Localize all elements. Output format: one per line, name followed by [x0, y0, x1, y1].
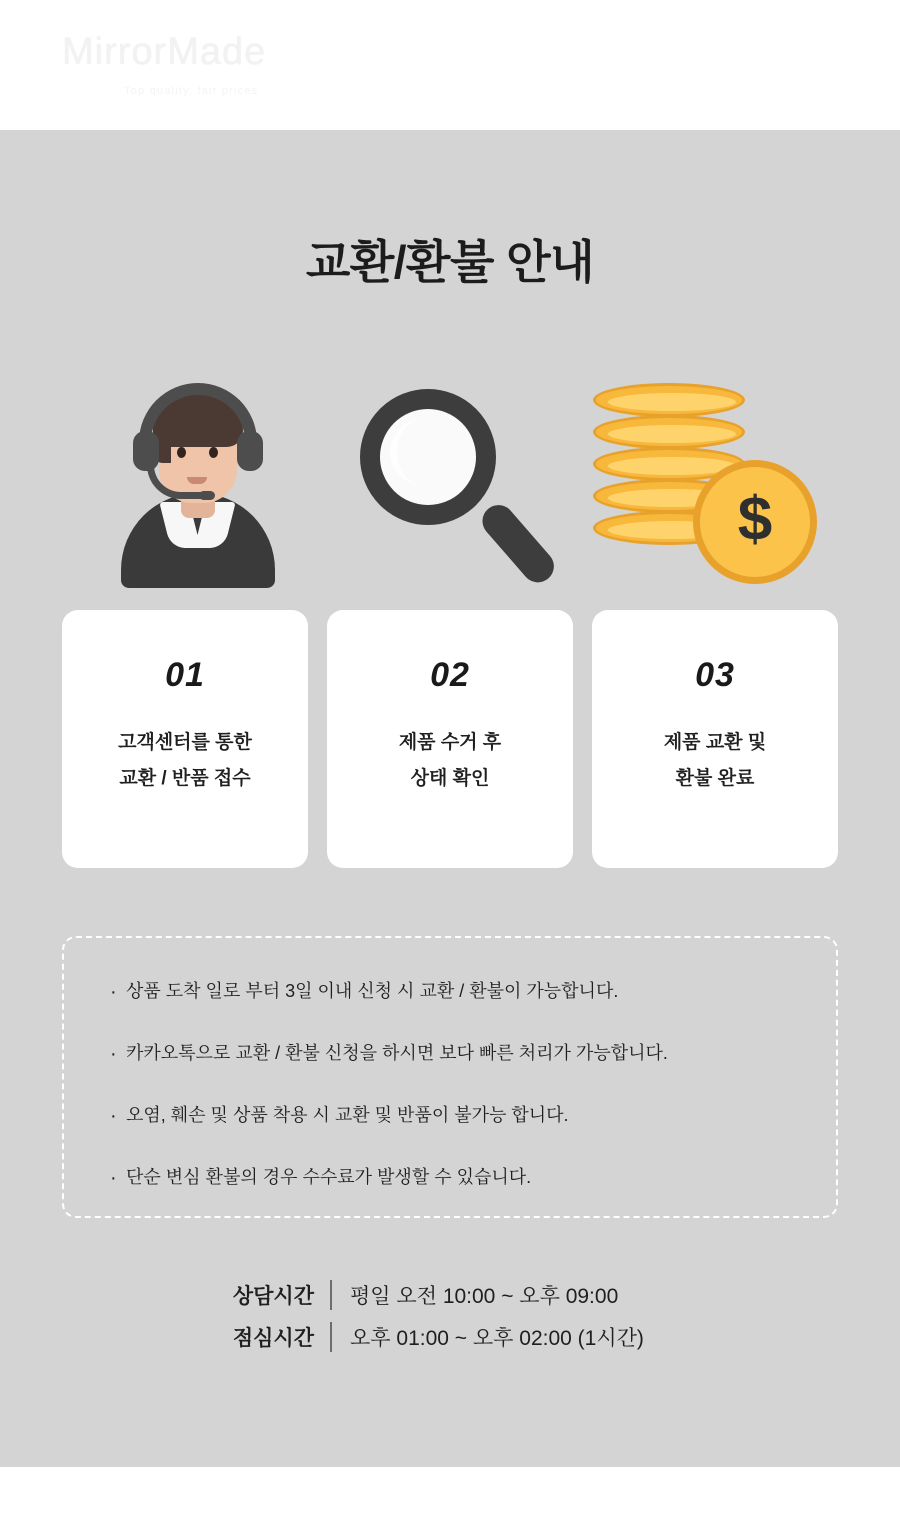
headset-agent-icon	[103, 373, 293, 588]
step-text	[664, 725, 766, 797]
coin-stack-dollar-icon	[587, 383, 817, 588]
hours-value: 오후 01:00 ~ 오후 02:00 (1시간)	[330, 1322, 690, 1352]
hours-label: 상담시간	[232, 1285, 314, 1308]
notice-box	[62, 936, 838, 1218]
notice-item: · 오염, 훼손 및 상품 착용 시 교환 및 반품이 불가능 합니다.	[110, 1102, 790, 1130]
step-card-2	[327, 610, 573, 868]
notice-item: · 단순 변심 환불의 경우 수수료가 발생할 수 있습니다.	[110, 1164, 790, 1192]
page-title: 교환/환불 안내	[305, 236, 595, 288]
illustration-cell-2	[326, 358, 574, 588]
step-line-1: 고객센터를 통한	[118, 732, 252, 753]
dollar-symbol: $	[737, 485, 773, 554]
illustration-cell-1	[74, 358, 322, 588]
step-card-3	[592, 610, 838, 868]
hours-label: 점심시간	[232, 1327, 314, 1350]
step-line-2: 환불 완료	[675, 768, 755, 790]
step-text	[118, 725, 252, 797]
notice-item: · 카카오톡으로 교환 / 환불 신청을 하시면 보다 빠른 처리가 가능합니다.	[110, 1040, 790, 1068]
logo-tagline: Top quality, fair prices	[124, 85, 259, 97]
logo-wordmark: MirrorMade	[62, 31, 267, 73]
business-hours	[62, 1280, 838, 1352]
step-text	[399, 725, 501, 797]
steps-row	[62, 610, 838, 868]
step-line-2: 상태 확인	[410, 768, 490, 790]
step-number: 02	[430, 656, 470, 694]
step-number: 03	[695, 656, 735, 694]
step-line-1: 제품 교환 및	[663, 732, 767, 753]
dollar-coin	[693, 460, 817, 584]
illustration-cell-3	[578, 358, 826, 588]
footer-spacer	[0, 1467, 900, 1537]
magnifying-glass-icon	[350, 383, 550, 588]
brand-header	[0, 0, 900, 130]
step-line-1: 제품 수거 후	[398, 732, 502, 753]
step-card-1	[62, 610, 308, 868]
content-body	[0, 130, 900, 1467]
step-line-2: 교환 / 반품 접수	[119, 768, 251, 790]
step-number: 01	[165, 656, 205, 694]
hours-row-lunch	[210, 1322, 690, 1352]
hours-row-consultation	[210, 1280, 690, 1310]
illustration-row	[62, 358, 838, 588]
hours-value: 평일 오전 10:00 ~ 오후 09:00	[330, 1280, 690, 1310]
notice-item: · 상품 도착 일로 부터 3일 이내 신청 시 교환 / 환불이 가능합니다.	[110, 978, 790, 1006]
